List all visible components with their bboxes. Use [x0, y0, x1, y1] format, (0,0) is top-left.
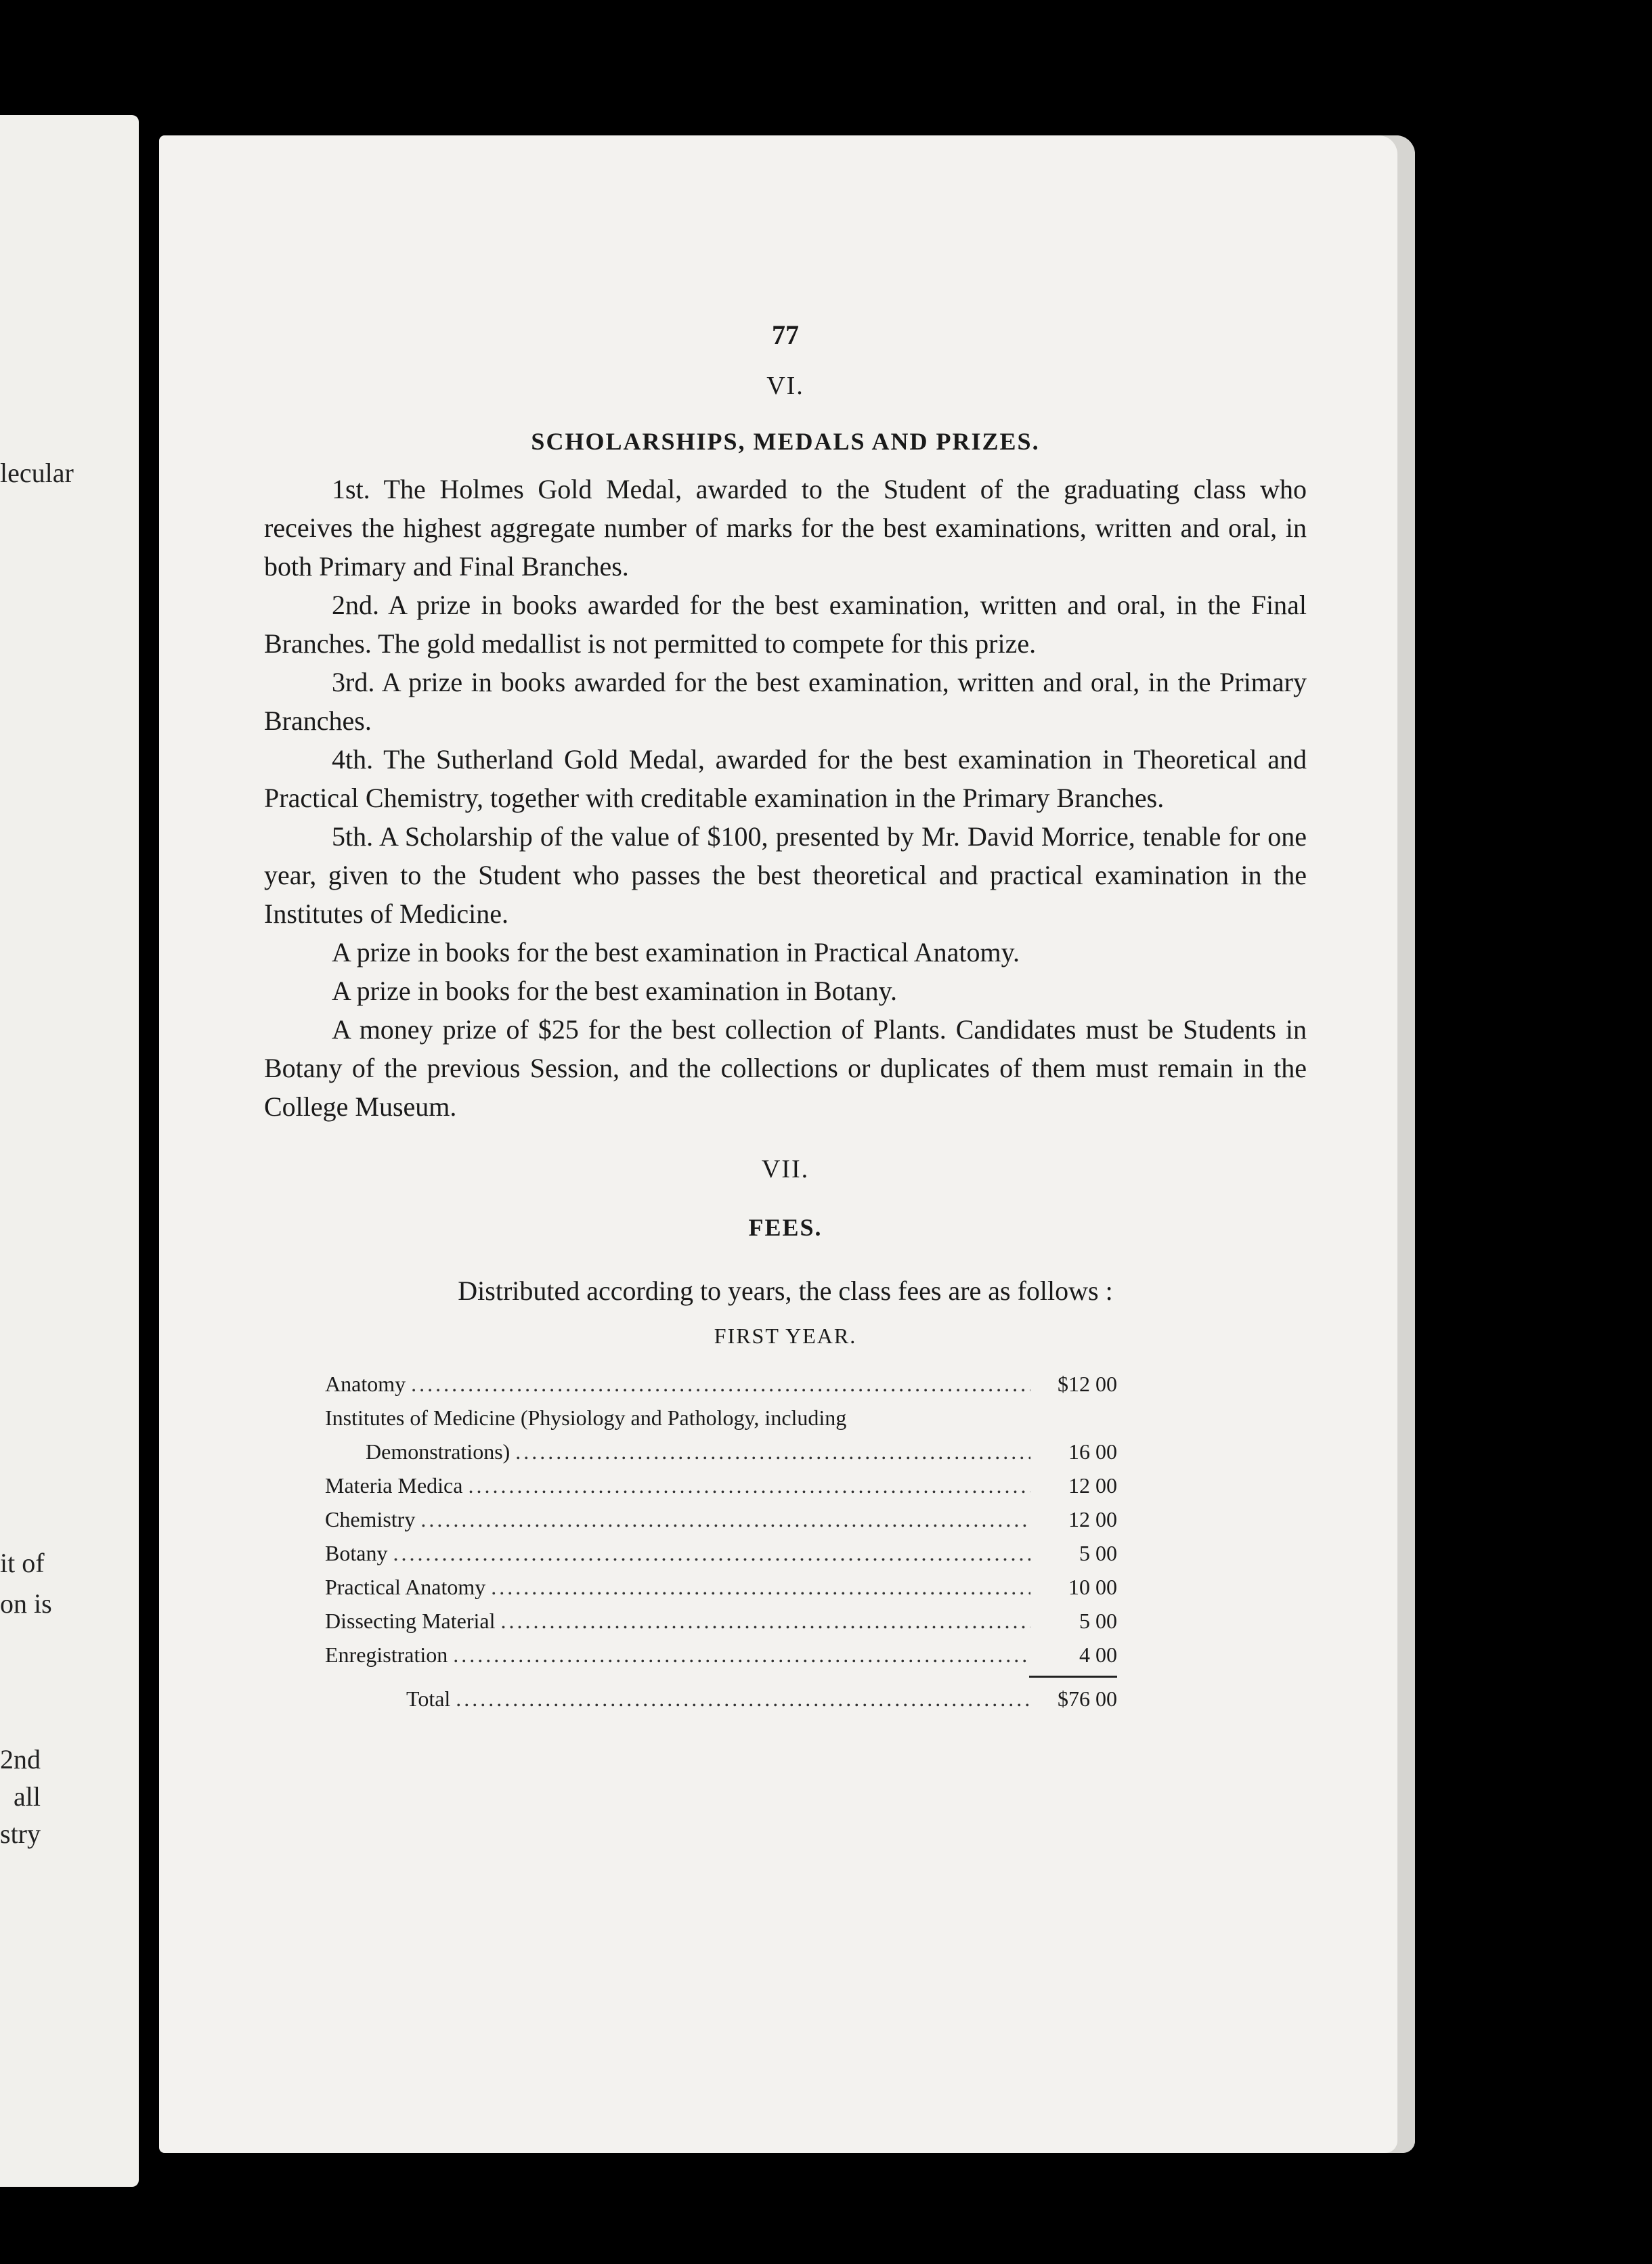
fee-amount: 4 00 — [1079, 1642, 1117, 1667]
fee-row — [325, 1468, 1117, 1502]
fragment-text: it of — [0, 1548, 45, 1578]
fragment-text: 2nd — [0, 1744, 41, 1775]
dot-leader — [515, 1435, 1030, 1468]
fee-name: Anatomy — [325, 1372, 406, 1396]
fee-amount: 12 00 — [1068, 1507, 1117, 1531]
prize-paragraph: A money prize of $25 for the best collection of Plants. Candidates must be Students in Botany of the previous Session, and the collections or duplicates of them must remain in the College Museum. — [264, 1014, 1307, 1122]
fee-amount: $12 00 — [1058, 1372, 1117, 1396]
fee-name: Chemistry — [325, 1507, 416, 1531]
fee-amount: 5 00 — [1079, 1541, 1117, 1565]
dot-leader — [411, 1367, 1030, 1401]
total-label: Total — [406, 1686, 451, 1711]
fee-name: Botany — [325, 1541, 388, 1565]
page-number: 77 — [772, 320, 799, 350]
dot-leader — [420, 1502, 1030, 1536]
fee-name: Materia Medica — [325, 1473, 463, 1498]
dot-leader — [468, 1468, 1030, 1502]
fragment-text: stry — [0, 1819, 41, 1849]
fee-amount: 16 00 — [1068, 1439, 1117, 1464]
dot-leader — [456, 1682, 1030, 1716]
dot-leader — [393, 1536, 1030, 1570]
fee-amount: 12 00 — [1068, 1473, 1117, 1498]
section-number: VI. — [766, 372, 804, 400]
document-page — [159, 135, 1415, 2153]
fee-name: Practical Anatomy — [325, 1575, 486, 1599]
prize-paragraph: 2nd. A prize in books awarded for the best examination, written and oral, in the Final Branches. The gold medallist is not permitted to compete for this prize. — [264, 590, 1307, 659]
fee-name: Dissecting Material — [325, 1609, 496, 1633]
fee-name: Enregistration — [325, 1642, 448, 1667]
section-title: SCHOLARSHIPS, MEDALS AND PRIZES. — [531, 428, 1040, 455]
dot-leader — [491, 1570, 1030, 1604]
fragment-text: on is — [0, 1588, 52, 1619]
total-amount: $76 00 — [1058, 1686, 1117, 1711]
fee-row — [325, 1638, 1117, 1672]
fee-row — [325, 1604, 1117, 1638]
fee-amount: 5 00 — [1079, 1609, 1117, 1633]
fee-row — [325, 1536, 1117, 1570]
section-title: FEES. — [748, 1214, 823, 1241]
prize-paragraph: 3rd. A prize in books awarded for the best examination, written and oral, in the Primary Branches. — [264, 667, 1307, 736]
facing-page-edge — [0, 115, 139, 2187]
page-content — [264, 318, 1307, 1716]
prize-paragraph: 5th. A Scholarship of the value of $100, presented by Mr. David Morrice, tenable for one year, given to the Student who passes the best theoretical and practical examination in the Institutes of Medicine. — [264, 821, 1307, 929]
dot-leader — [453, 1638, 1030, 1672]
total-rule — [1029, 1676, 1117, 1678]
fee-row — [325, 1401, 1117, 1435]
fee-amount: 10 00 — [1068, 1575, 1117, 1599]
fee-row — [325, 1367, 1117, 1401]
fee-name: Demonstrations) — [366, 1439, 510, 1464]
total-row — [325, 1682, 1117, 1716]
fee-name: Institutes of Medicine (Physiology and Pathology, including — [325, 1406, 847, 1430]
prize-paragraph: A prize in books for the best examination in Practical Anatomy. — [332, 937, 1020, 967]
year-heading: FIRST YEAR. — [714, 1324, 857, 1348]
prize-paragraph: A prize in books for the best examination in Botany. — [332, 976, 898, 1006]
section-number: VII. — [761, 1155, 810, 1183]
fees-intro: Distributed according to years, the class fees are as follows : — [458, 1276, 1113, 1306]
dot-leader — [500, 1604, 1030, 1638]
prize-paragraph: 4th. The Sutherland Gold Medal, awarded for the best examination in Theoretical and Practical Chemistry, together with creditable examination in the Primary Branches. — [264, 744, 1307, 813]
fee-row — [325, 1435, 1117, 1468]
fees-table — [325, 1367, 1117, 1716]
fragment-text: lecular — [0, 458, 74, 488]
prize-paragraph: 1st. The Holmes Gold Medal, awarded to the Student of the graduating class who receives the highest aggregate number of marks for the best examinations, written and oral, in both Primary and Final Branches. — [264, 474, 1307, 582]
fragment-text: all — [14, 1781, 41, 1812]
fee-row — [325, 1570, 1117, 1604]
fee-row — [325, 1502, 1117, 1536]
